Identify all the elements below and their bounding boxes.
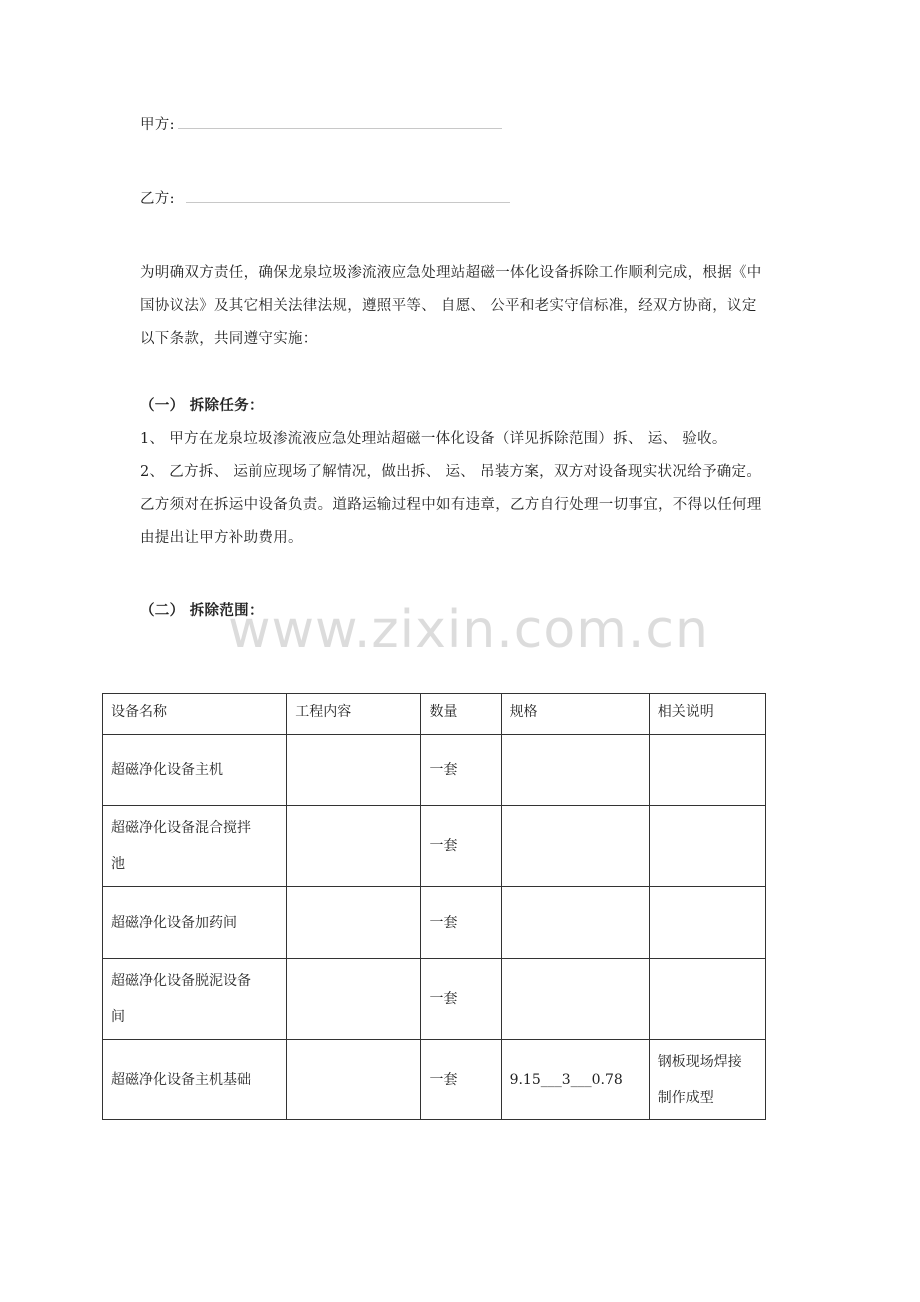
table-row	[103, 887, 766, 959]
table-header-row	[103, 694, 766, 735]
cell-spec	[501, 959, 649, 1040]
cell-spec	[501, 887, 649, 959]
cell-qty: 一套	[421, 806, 501, 887]
cell-qty: 一套	[421, 959, 501, 1040]
cell-note	[649, 806, 765, 887]
cell-qty: 一套	[421, 1040, 501, 1120]
cell-qty: 一套	[421, 887, 501, 959]
cell-spec	[501, 735, 649, 806]
header-quantity: 数量	[421, 694, 501, 735]
header-device-name: 设备名称	[103, 694, 287, 735]
intro-line-3: 以下条款，共同遵守实施：	[140, 331, 318, 347]
party-b-blank-line[interactable]	[186, 202, 510, 203]
section1-heading: （一） 拆除任务：	[140, 397, 264, 414]
cell-note	[649, 735, 765, 806]
intro-line-2: 国协议法》及其它相关法律法规，遵照平等、 自愿、 公平和老实守信标准，经双方协商，议定	[140, 298, 757, 314]
watermark: www.zixin.com.cn	[228, 600, 709, 660]
cell-name: 超磁净化设备主机	[103, 735, 287, 806]
cell-note	[649, 959, 765, 1040]
cell-spec	[501, 806, 649, 887]
table-row	[103, 806, 766, 887]
cell-name	[103, 806, 287, 887]
cell-content	[287, 1040, 421, 1120]
section2-heading: （二） 拆除范围：	[140, 602, 264, 619]
cell-name	[103, 959, 287, 1040]
table-row	[103, 1040, 766, 1120]
cell-spec: 9.15___3___0.78	[501, 1040, 649, 1120]
cell-name-line: 间	[111, 1009, 125, 1025]
cell-name-line: 超磁净化设备脱泥设备	[111, 973, 251, 989]
cell-note	[649, 887, 765, 959]
section1-item2-line1: 2、 乙方拆、 运前应现场了解情况，做出拆、 运、 吊装方案，双方对设备现实状况给予确定。	[140, 464, 762, 480]
party-b-label: 乙方:	[140, 191, 175, 207]
cell-content	[287, 806, 421, 887]
table-row	[103, 959, 766, 1040]
cell-content	[287, 887, 421, 959]
cell-content	[287, 735, 421, 806]
cell-name-line: 池	[111, 856, 125, 872]
party-a-blank-line[interactable]	[178, 128, 502, 129]
header-spec: 规格	[501, 694, 649, 735]
section1-item1: 1、 甲方在龙泉垃圾渗流液应急处理站超磁一体化设备（详见拆除范围）拆、 运、 验收。	[140, 431, 727, 447]
cell-note	[649, 1040, 765, 1120]
header-work-content: 工程内容	[287, 694, 421, 735]
section1-item2-line3: 由提出让甲方补助费用。	[140, 530, 303, 546]
cell-qty: 一套	[421, 735, 501, 806]
cell-note-line: 钢板现场焊接	[657, 1053, 742, 1070]
table-row	[103, 735, 766, 806]
party-a-label: 甲方:	[140, 117, 175, 133]
cell-content	[287, 959, 421, 1040]
cell-note-line: 制作成型	[657, 1089, 714, 1106]
cell-name: 超磁净化设备加药间	[103, 887, 287, 959]
cell-name-line: 超磁净化设备混合搅拌	[111, 820, 251, 836]
intro-line-1: 为明确双方责任，确保龙泉垃圾渗流液应急处理站超磁一体化设备拆除工作顺利完成，根据《中	[140, 265, 762, 281]
removal-scope-table	[102, 693, 766, 1120]
cell-name: 超磁净化设备主机基础	[103, 1040, 287, 1120]
section1-item2-line2: 乙方须对在拆运中设备负责。道路运输过程中如有违章，乙方自行处理一切事宜，不得以任何理	[140, 497, 762, 513]
header-notes: 相关说明	[649, 694, 765, 735]
